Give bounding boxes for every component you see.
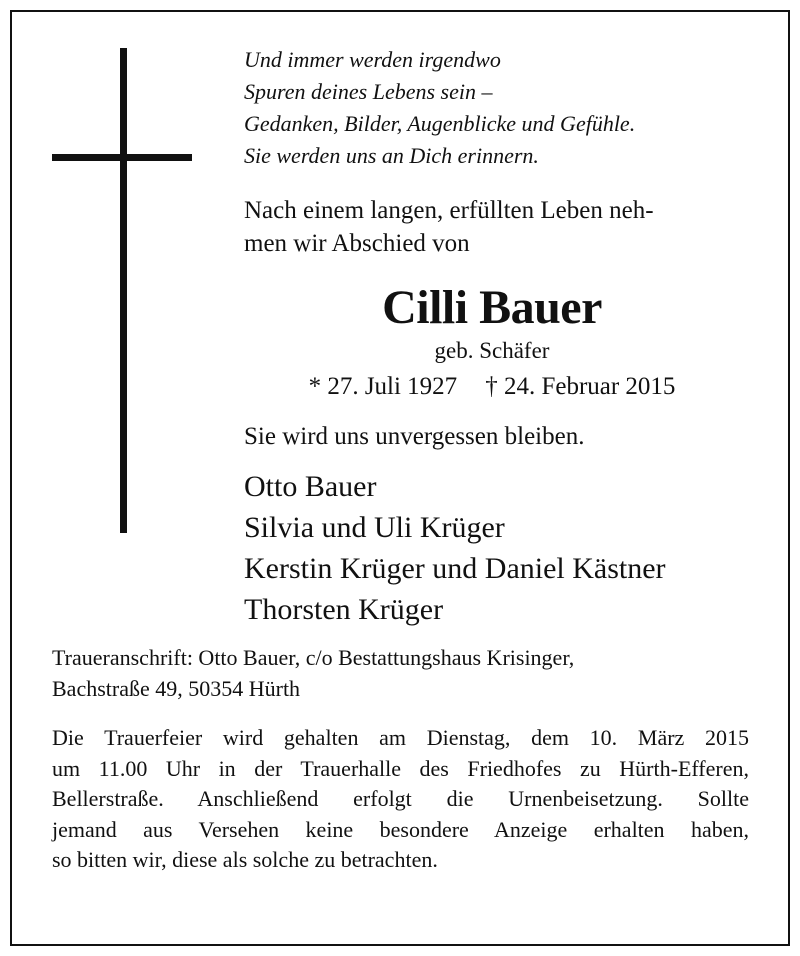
maiden-name: geb. Schäfer [434, 338, 550, 363]
poem-line: Und immer werden irgendwo [244, 47, 501, 72]
funeral-line: Die Trauerfeier wird gehalten am Dienstag, dem 10. März 2015 [52, 725, 749, 750]
mourners-list [244, 466, 784, 630]
mourner-name: Thorsten Krüger [244, 593, 444, 626]
funeral-line: um 11.00 Uhr in der Trauerhalle des Friedhofes zu Hürth-Efferen, [52, 755, 749, 781]
cross-vertical-bar [120, 48, 127, 533]
poem [244, 44, 784, 172]
intro-line: Nach einem langen, erfüllten Leben neh- [244, 197, 654, 224]
address-line: Traueranschrift: Otto Bauer, c/o Bestattungshaus Krisinger, [52, 645, 575, 670]
mourner-name: Silvia und Uli Krüger [244, 511, 505, 544]
death-date: † 24. Februar 2015 [485, 373, 676, 400]
poem-line: Spuren deines Lebens sein – [244, 79, 493, 104]
poem-line: Gedanken, Bilder, Augenblicke und Gefühle. [244, 111, 636, 136]
mourning-address [52, 642, 752, 704]
intro-line: men wir Abschied von [244, 230, 470, 257]
cross-horizontal-bar [52, 154, 192, 161]
closing-line: Sie wird uns unvergessen bleiben. [244, 423, 585, 450]
funeral-details [52, 723, 749, 876]
intro-text [244, 194, 764, 260]
funeral-line: so bitten wir, diese als solche zu betrachten. [52, 847, 438, 872]
birth-date: * 27. Juli 1927 [308, 373, 458, 400]
funeral-line: jemand aus Versehen keine besondere Anzeige erhalten haben, [52, 816, 749, 842]
mourner-name: Kerstin Krüger und Daniel Kästner [244, 552, 666, 585]
address-line: Bachstraße 49, 50354 Hürth [52, 676, 301, 701]
life-dates [244, 370, 740, 404]
poem-line: Sie werden uns an Dich erinnern. [244, 143, 539, 168]
deceased-name: Cilli Bauer [382, 281, 602, 334]
mourner-name: Otto Bauer [244, 470, 377, 503]
funeral-line: Bellerstraße. Anschließend erfolgt die Urnenbeisetzung. Sollte [52, 786, 749, 811]
